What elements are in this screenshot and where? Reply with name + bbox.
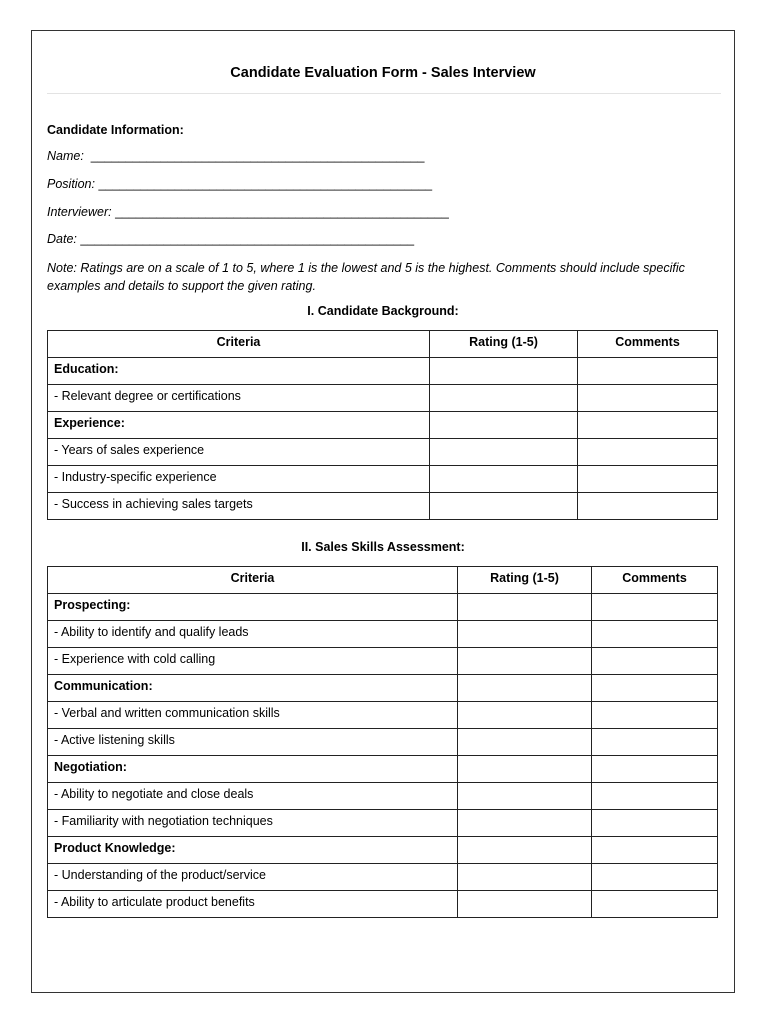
table-row [48, 412, 718, 439]
rating-cell[interactable] [430, 493, 578, 520]
comments-cell[interactable] [592, 783, 718, 810]
comments-cell[interactable] [592, 810, 718, 837]
criteria-item: - Verbal and written communication skills [48, 702, 458, 729]
comments-cell[interactable] [592, 756, 718, 783]
criteria-item: - Active listening skills [48, 729, 458, 756]
date-label: Date: [47, 232, 77, 246]
comments-cell[interactable] [592, 864, 718, 891]
rating-cell[interactable] [458, 891, 592, 918]
position-label: Position: [47, 177, 95, 191]
criteria-item: - Relevant degree or certifications [48, 385, 430, 412]
table-row [48, 594, 718, 621]
comments-cell[interactable] [578, 385, 718, 412]
comments-cell[interactable] [592, 675, 718, 702]
section1-title: I. Candidate Background: [307, 304, 459, 318]
comments-header: Comments [592, 567, 718, 594]
comments-cell[interactable] [592, 702, 718, 729]
background-table [47, 330, 718, 520]
criteria-item: - Success in achieving sales targets [48, 493, 430, 520]
rating-cell[interactable] [458, 621, 592, 648]
table-row [48, 439, 718, 466]
table-row [48, 493, 718, 520]
rating-header: Rating (1-5) [430, 331, 578, 358]
table-row [48, 891, 718, 918]
criteria-category: Negotiation: [48, 756, 458, 783]
comments-cell[interactable] [578, 358, 718, 385]
criteria-category: Prospecting: [48, 594, 458, 621]
title-divider [47, 93, 721, 94]
comments-header: Comments [578, 331, 718, 358]
criteria-header: Criteria [48, 567, 458, 594]
position-field[interactable] [47, 177, 432, 191]
criteria-item: - Understanding of the product/service [48, 864, 458, 891]
comments-cell[interactable] [592, 621, 718, 648]
criteria-item: - Familiarity with negotiation techniques [48, 810, 458, 837]
rating-note: Note: Ratings are on a scale of 1 to 5, where 1 is the lowest and 5 is the highest. Comments should include specific examples and details to support the given rating. [47, 261, 685, 293]
comments-cell[interactable] [592, 594, 718, 621]
rating-header: Rating (1-5) [458, 567, 592, 594]
table-row [48, 783, 718, 810]
rating-cell[interactable] [458, 702, 592, 729]
rating-cell[interactable] [458, 729, 592, 756]
rating-cell[interactable] [430, 385, 578, 412]
criteria-category: Product Knowledge: [48, 837, 458, 864]
rating-cell[interactable] [458, 594, 592, 621]
table-row [48, 702, 718, 729]
criteria-item: - Ability to negotiate and close deals [48, 783, 458, 810]
rating-cell[interactable] [458, 810, 592, 837]
comments-cell[interactable] [578, 493, 718, 520]
comments-cell[interactable] [592, 729, 718, 756]
comments-cell[interactable] [592, 891, 718, 918]
name-blank: ________________________________________________ [90, 149, 425, 163]
rating-cell[interactable] [458, 864, 592, 891]
criteria-item: - Years of sales experience [48, 439, 430, 466]
comments-cell[interactable] [578, 439, 718, 466]
rating-cell[interactable] [430, 439, 578, 466]
table-row [48, 358, 718, 385]
background-table-body [48, 358, 718, 520]
table-header-row [48, 567, 718, 594]
rating-cell[interactable] [458, 756, 592, 783]
criteria-item: - Ability to identify and qualify leads [48, 621, 458, 648]
candidate-info-heading: Candidate Information: [47, 123, 184, 137]
table-header-row [48, 331, 718, 358]
table-row [48, 729, 718, 756]
table-row [48, 385, 718, 412]
criteria-item: - Industry-specific experience [48, 466, 430, 493]
table-row [48, 756, 718, 783]
criteria-item: - Experience with cold calling [48, 648, 458, 675]
table-row [48, 466, 718, 493]
table-row [48, 675, 718, 702]
comments-cell[interactable] [592, 648, 718, 675]
rating-cell[interactable] [430, 466, 578, 493]
rating-cell[interactable] [430, 358, 578, 385]
table-row [48, 864, 718, 891]
criteria-category: Experience: [48, 412, 430, 439]
rating-cell[interactable] [458, 837, 592, 864]
table-row [48, 810, 718, 837]
criteria-category: Education: [48, 358, 430, 385]
rating-cell[interactable] [458, 675, 592, 702]
sales-skills-table [47, 566, 718, 918]
interviewer-label: Interviewer: [47, 205, 112, 219]
name-label: Name: [47, 149, 84, 163]
criteria-header: Criteria [48, 331, 430, 358]
document-page [31, 30, 735, 993]
table-row [48, 621, 718, 648]
name-field[interactable] [47, 149, 424, 163]
section2-title: II. Sales Skills Assessment: [301, 540, 465, 554]
page-title: Candidate Evaluation Form - Sales Interview [230, 65, 536, 81]
table-row [48, 837, 718, 864]
sales-skills-table-body [48, 594, 718, 918]
comments-cell[interactable] [592, 837, 718, 864]
rating-cell[interactable] [458, 783, 592, 810]
criteria-category: Communication: [48, 675, 458, 702]
interviewer-field[interactable] [47, 205, 449, 219]
date-blank: ________________________________________________ [80, 232, 415, 246]
criteria-item: - Ability to articulate product benefits [48, 891, 458, 918]
table-row [48, 648, 718, 675]
comments-cell[interactable] [578, 412, 718, 439]
position-blank: ________________________________________________ [98, 177, 433, 191]
interviewer-blank: ________________________________________________ [115, 205, 449, 219]
date-field[interactable] [47, 232, 414, 246]
rating-cell[interactable] [430, 412, 578, 439]
comments-cell[interactable] [578, 466, 718, 493]
rating-cell[interactable] [458, 648, 592, 675]
